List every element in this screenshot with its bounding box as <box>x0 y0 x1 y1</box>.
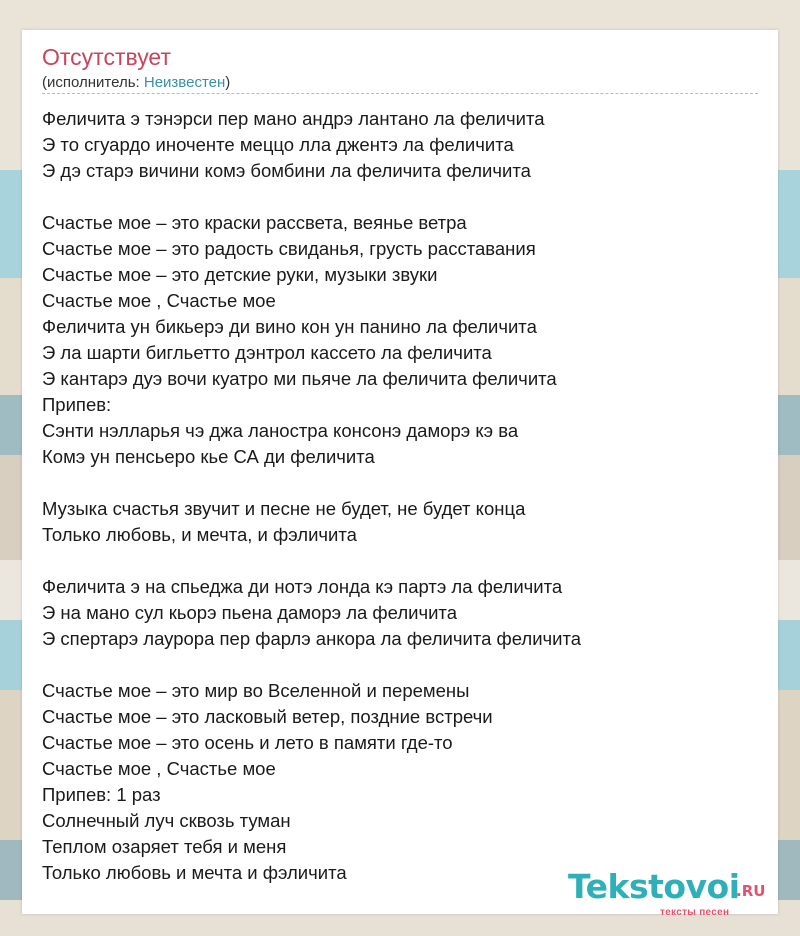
lyric-line: Э спертарэ лаурора пер фарлэ анкора ла феличита феличита <box>42 628 582 649</box>
lyric-line: Счастье мое – это ласковый ветер, поздние встречи <box>42 706 493 727</box>
site-logo[interactable] <box>568 867 778 917</box>
lyric-line: Счастье мое – это осень и лето в памяти где-то <box>42 732 453 753</box>
lyrics-card <box>22 30 778 918</box>
logo-tagline: тексты песен <box>660 907 730 918</box>
lyric-line: Припев: <box>42 394 112 415</box>
lyric-line: Феличита э на спьеджа ди нотэ лонда кэ партэ ла феличита <box>42 576 563 597</box>
lyric-line: Э дэ старэ вичини комэ бомбини ла феличита феличита <box>42 160 531 181</box>
song-title: Отсутствует <box>42 44 171 70</box>
artist-prefix: (исполнитель: <box>42 74 144 91</box>
lyrics-text <box>42 106 762 886</box>
lyric-line: Счастье мое – это краски рассвета, веянье ветра <box>42 212 467 233</box>
lyric-line <box>42 548 762 574</box>
lyric-line: Счастье мое , Счастье мое <box>42 290 276 311</box>
lyric-line: Э на мано сул кьорэ пьена даморэ ла феличита <box>42 602 457 623</box>
lyric-line: Солнечный луч сквозь туман <box>42 810 291 831</box>
artist-line <box>42 74 230 91</box>
lyric-line: Феличита ун бикьерэ ди вино кон ун панино ла феличита <box>42 316 537 337</box>
lyric-line <box>42 470 762 496</box>
divider <box>42 93 758 94</box>
lyric-line: Только любовь, и мечта, и фэличита <box>42 524 357 545</box>
lyric-line: Припев: 1 раз <box>42 784 161 805</box>
lyric-line: Счастье мое – это детские руки, музыки звуки <box>42 264 438 285</box>
lyric-line: Счастье мое , Счастье мое <box>42 758 276 779</box>
artist-suffix: ) <box>225 74 231 91</box>
logo-wordmark: Tekstovoi <box>568 867 740 906</box>
logo-domain: .RU <box>736 882 766 900</box>
lyric-line: Э то сгуардо иноченте меццо лла джентэ ла феличита <box>42 134 514 155</box>
lyric-line: Комэ ун пенсьеро кье СА ди феличита <box>42 446 375 467</box>
lyric-line: Счастье мое – это мир во Вселенной и перемены <box>42 680 470 701</box>
lyric-line: Э кантарэ дуэ вочи куатро ми пьяче ла феличита феличита <box>42 368 557 389</box>
lyric-line: Э ла шарти бигльетто дэнтрол кассето ла феличита <box>42 342 492 363</box>
lyric-line: Только любовь и мечта и фэличита <box>42 862 347 883</box>
lyric-line: Музыка счастья звучит и песне не будет, не будет конца <box>42 498 526 519</box>
artist-link[interactable]: Неизвестен <box>143 74 226 91</box>
lyric-line: Сэнти нэлларья чэ джа ланостра консонэ даморэ кэ ва <box>42 420 519 441</box>
lyric-line <box>42 652 762 678</box>
lyric-line: Счастье мое – это радость свиданья, грусть расставания <box>42 238 536 259</box>
lyric-line <box>42 184 762 210</box>
lyric-line: Феличита э тэнэрси пер мано андрэ лантано ла феличита <box>42 108 545 129</box>
lyric-line: Теплом озаряет тебя и меня <box>42 836 287 857</box>
